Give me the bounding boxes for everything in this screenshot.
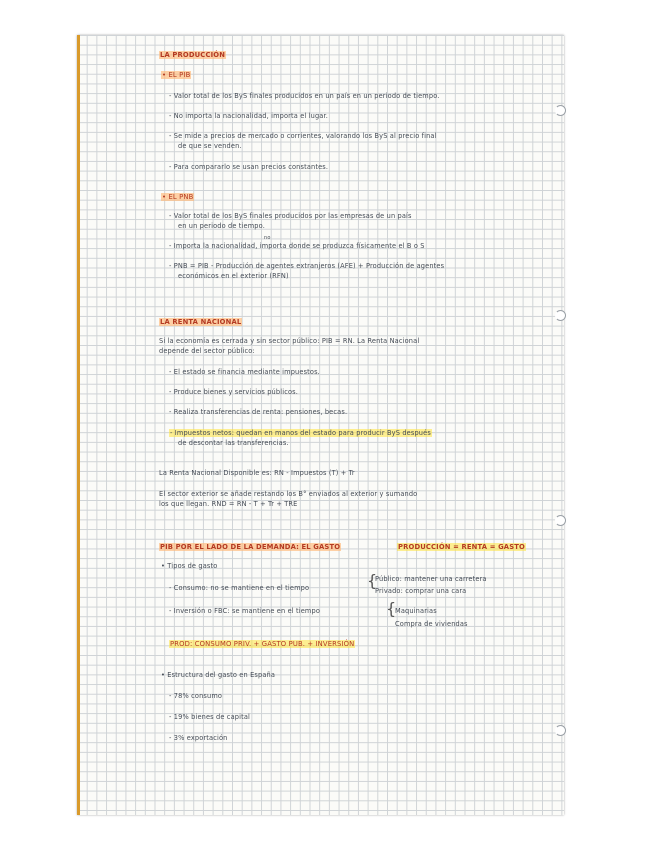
- tipos-gasto: • Tipos de gasto: [161, 562, 218, 570]
- pib-bullet-1: - Valor total de los ByS finales producidos en un país en un periodo de tiempo.: [169, 92, 440, 100]
- estructura-capital: - 19% bienes de capital: [169, 713, 250, 721]
- renta-bullet-4b: de descontar las transferencias.: [178, 439, 289, 447]
- prod-formula: PROD: CONSUMO PRIV. + GASTO PUB. + INVERSIÓN: [170, 640, 355, 648]
- pnb-bullet-1a: - Valor total de los ByS finales producidos por las empresas de un país: [169, 212, 412, 220]
- pib-bullet-3b: de que se venden.: [178, 142, 242, 150]
- binder-hole-icon: [555, 310, 566, 321]
- identity-formula: PRODUCCIÓN = RENTA = GASTO: [398, 543, 525, 551]
- subheading-pnb: • EL PNB: [162, 193, 194, 201]
- inversion-viviendas: Compra de viviendas: [395, 620, 468, 628]
- renta-bullet-3: - Realiza transferencias de renta: pensiones, becas.: [169, 408, 348, 416]
- margin-line: [77, 35, 80, 815]
- pnb-bullet-3b: económicos en el exterior (RFN): [178, 272, 289, 280]
- renta-paragraph-1a: Si la economía es cerrada y sin sector público: PIB = RN. La Renta Nacional: [159, 337, 420, 345]
- pnb-bullet-3a: - PNB = PIB - Producción de agentes extranjeros (AFE) + Producción de agentes: [169, 262, 445, 270]
- renta-exterior-a: El sector exterior se añade restando los B° enviados al exterior y sumando: [159, 490, 418, 498]
- brace-icon: {: [386, 599, 397, 618]
- pnb-insert-note: no: [264, 235, 271, 241]
- pib-bullet-3a: - Se mide a precios de mercado o corrientes, valorando los ByS al precio final: [169, 132, 437, 140]
- section-title-gasto: PIB POR EL LADO DE LA DEMANDA: EL GASTO: [160, 543, 341, 551]
- gasto-inversion: - Inversión o FBC: se mantiene en el tiempo: [169, 607, 321, 615]
- pib-bullet-2: - No importa la nacionalidad, importa el lugar.: [169, 112, 328, 120]
- renta-paragraph-1b: depende del sector público:: [159, 347, 255, 355]
- subheading-pib: • EL PIB: [162, 71, 191, 79]
- consumo-privado: Privado: comprar una cara: [375, 587, 467, 595]
- notebook-page: [77, 35, 564, 815]
- pnb-bullet-1b: en un periodo de tiempo.: [178, 222, 265, 230]
- renta-disponible: La Renta Nacional Disponible es: RN - Impuestos (T) + Tr: [159, 469, 355, 477]
- renta-bullet-1: - El estado se financia mediante impuestos.: [169, 368, 320, 376]
- binder-hole-icon: [555, 105, 566, 116]
- estructura-exportacion: - 3% exportación: [169, 734, 228, 742]
- binder-hole-icon: [555, 725, 566, 736]
- estructura-consumo: - 78% consumo: [169, 692, 223, 700]
- consumo-publico: Público: mantener una carretera: [375, 575, 487, 583]
- renta-exterior-b: los que llegan. RND = RN - T + Tr + TRE: [159, 500, 298, 508]
- estructura-gasto: • Estructura del gasto en España: [161, 671, 276, 679]
- renta-bullet-4a: - Impuestos netos: quedan en manos del estado para producir ByS después: [170, 429, 431, 437]
- pib-bullet-4: - Para compararlo se usan precios constantes.: [169, 163, 329, 171]
- renta-bullet-2: - Produce bienes y servicios públicos.: [169, 388, 298, 396]
- section-title-renta: LA RENTA NACIONAL: [160, 318, 242, 326]
- binder-hole-icon: [555, 515, 566, 526]
- section-title-produccion: LA PRODUCCIÓN: [160, 51, 226, 59]
- inversion-maquinarias: Maquinarias: [395, 607, 437, 615]
- brace-icon: {: [367, 571, 378, 590]
- gasto-consumo: - Consumo: no se mantiene en el tiempo: [169, 584, 310, 592]
- pnb-bullet-2: - Importa la nacionalidad, importa donde se produzca físicamente el B o S: [169, 242, 425, 250]
